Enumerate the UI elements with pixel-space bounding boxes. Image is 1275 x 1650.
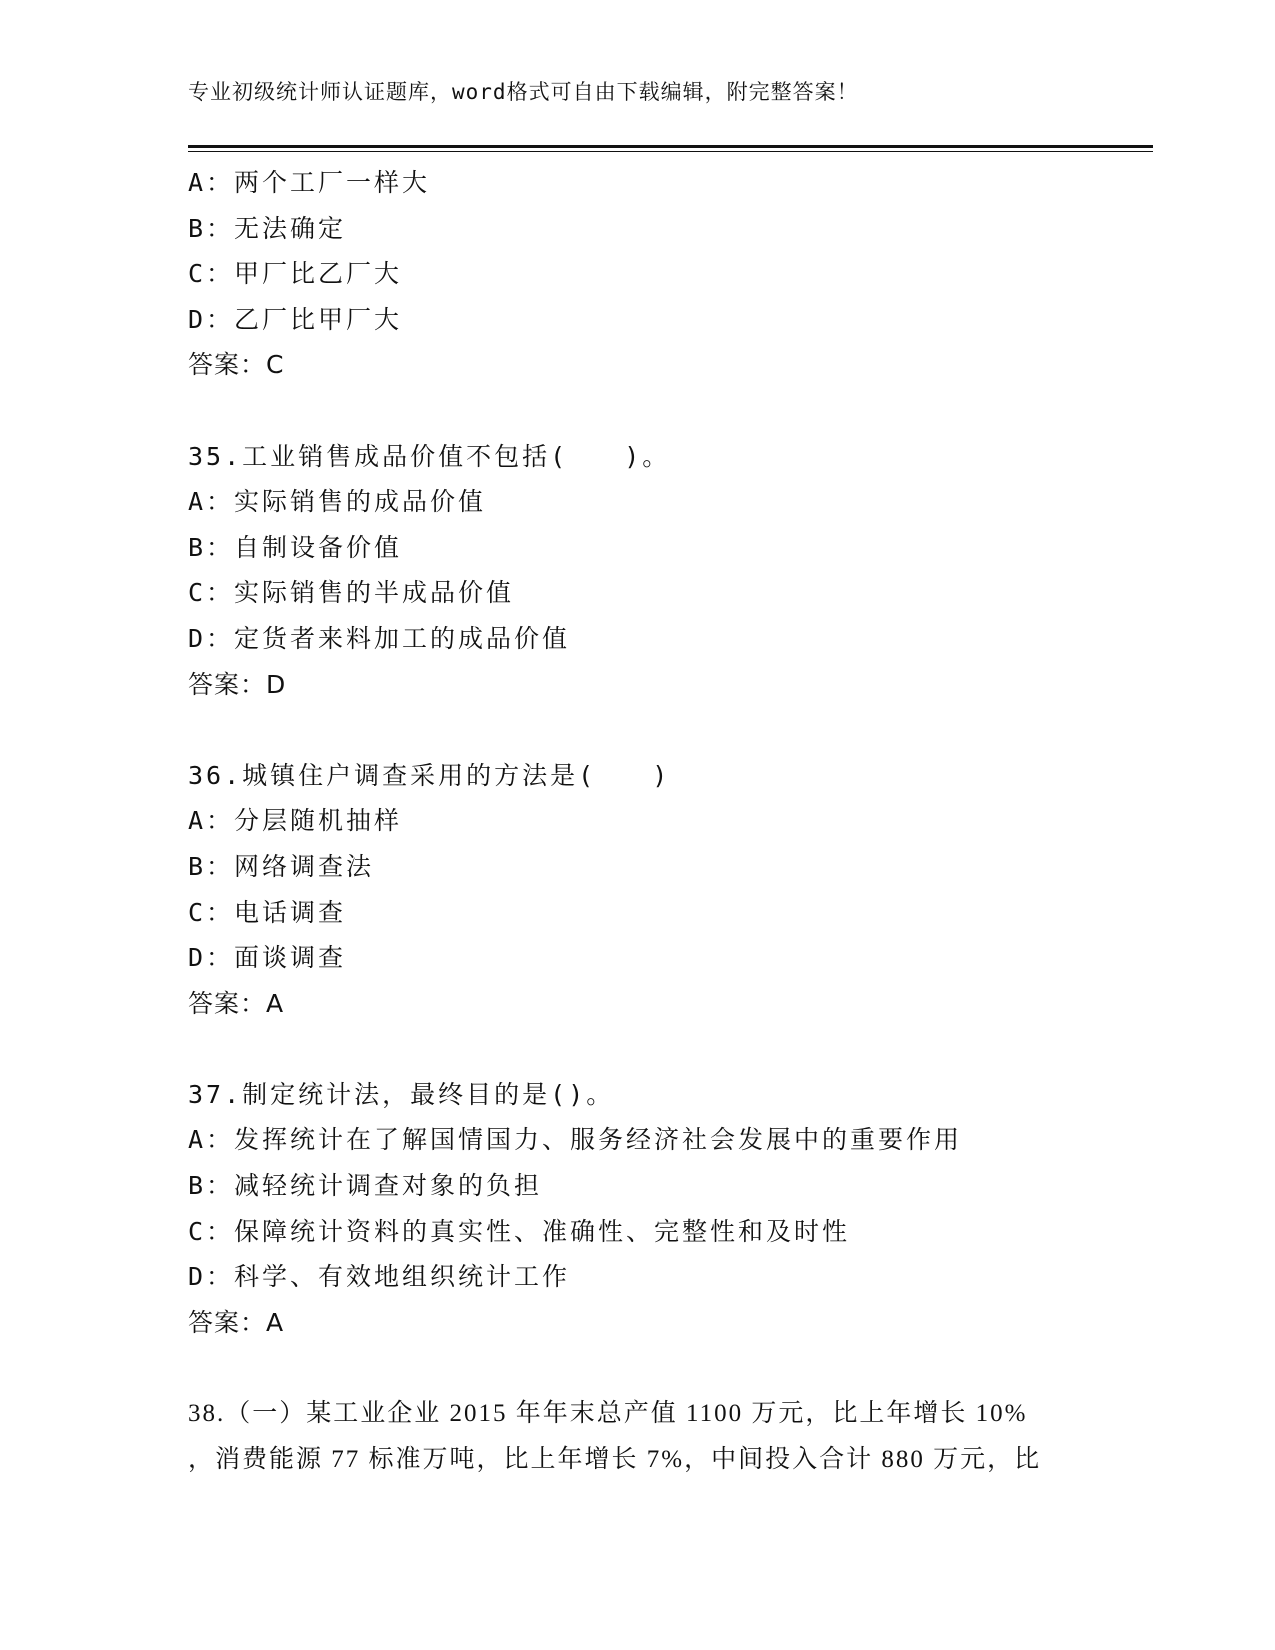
question-stem: 36.城镇住户调查采用的方法是( ) [188, 760, 671, 790]
option-d: D：科学、有效地组织统计工作 [188, 1262, 571, 1292]
question-stem: 37.制定统计法，最终目的是()。 [188, 1079, 615, 1109]
header-rule-thick [188, 145, 1153, 148]
spacer [188, 1345, 1153, 1391]
option-d: D：面谈调查 [188, 943, 347, 973]
header-rule-thin [188, 151, 1153, 152]
option-c: C：甲厂比乙厂大 [188, 259, 403, 289]
option-a: A：实际销售的成品价值 [188, 487, 487, 517]
page-header: 专业初级统计师认证题库，word格式可自由下载编辑，附完整答案！ [188, 80, 859, 104]
question-stem-line-2: ，消费能源 77 标准万吨，比上年增长 7%，中间投入合计 880 万元，比 [188, 1445, 1042, 1473]
option-d: D：定货者来料加工的成品价值 [188, 623, 571, 653]
spacer [188, 707, 1153, 753]
spacer [188, 1026, 1153, 1072]
answer: 答案：C [188, 350, 285, 380]
option-b: B：自制设备价值 [188, 532, 403, 562]
option-b: B：网络调查法 [188, 851, 375, 881]
option-b: B：无法确定 [188, 213, 347, 243]
option-a: A：发挥统计在了解国情国力、服务经济社会发展中的重要作用 [188, 1125, 963, 1155]
answer: 答案：D [188, 669, 287, 699]
option-c: C：实际销售的半成品价值 [188, 578, 515, 608]
option-b: B：减轻统计调查对象的负担 [188, 1171, 543, 1201]
option-d: D：乙厂比甲厂大 [188, 304, 403, 334]
question-stem-line-1: 38.（一）某工业企业 2015 年年末总产值 1100 万元，比上年增长 10% [188, 1400, 1028, 1428]
question-stem: 35.工业销售成品价值不包括( )。 [188, 441, 671, 471]
answer: 答案：A [188, 988, 285, 1018]
document-body [188, 160, 1153, 1482]
answer: 答案：A [188, 1307, 285, 1337]
spacer [188, 388, 1153, 434]
option-a: A：两个工厂一样大 [188, 168, 431, 197]
option-a: A：分层随机抽样 [188, 806, 403, 836]
option-c: C：电话调查 [188, 897, 347, 927]
option-c: C：保障统计资料的真实性、准确性、完整性和及时性 [188, 1216, 851, 1246]
